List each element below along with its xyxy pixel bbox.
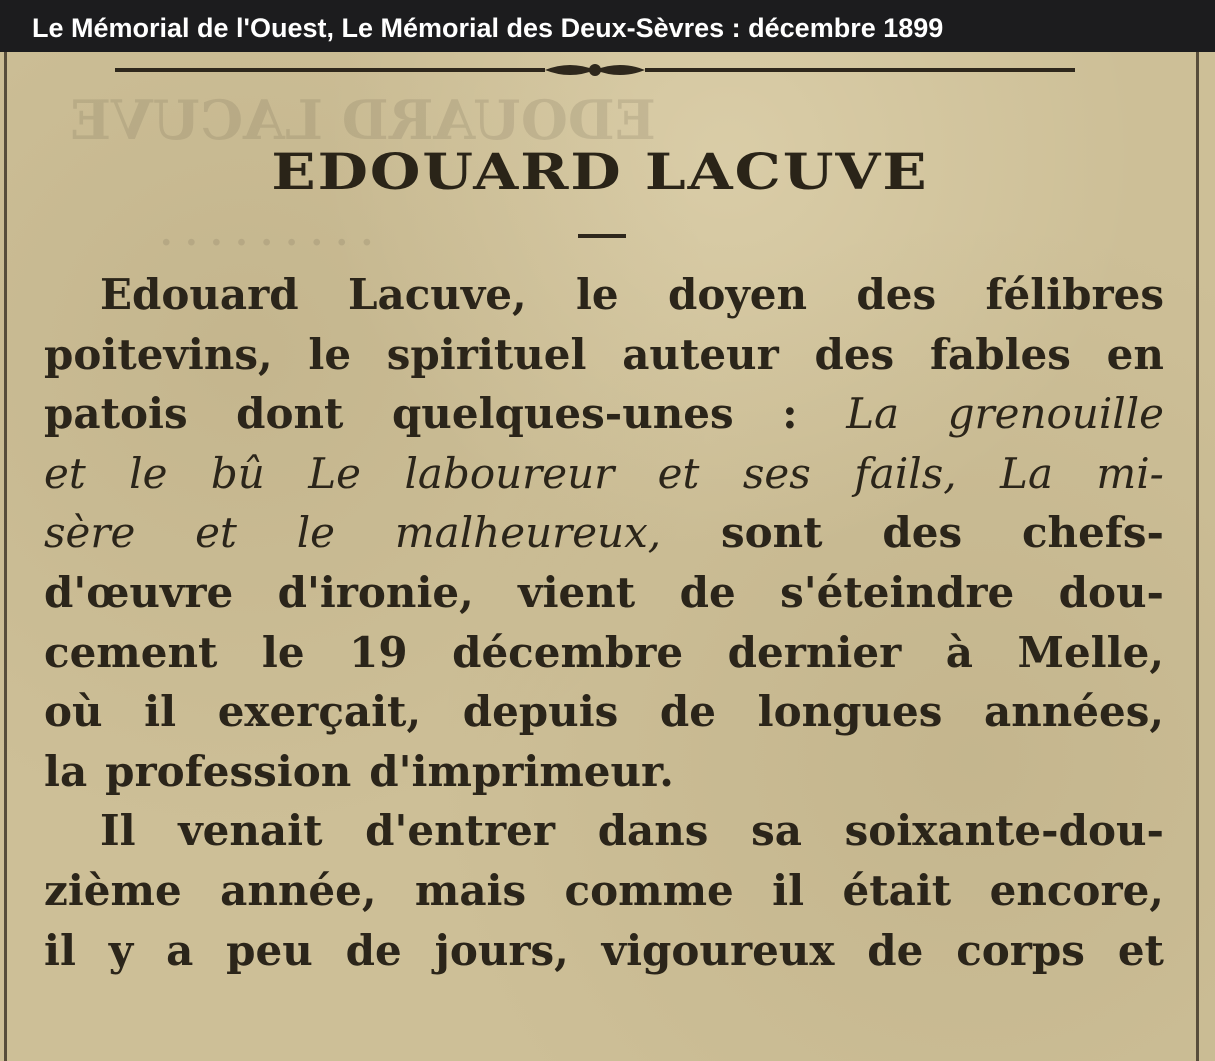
article-word: sont	[720, 508, 823, 558]
article-word: bû	[210, 448, 265, 498]
article-word: fables	[929, 329, 1071, 379]
article-line	[44, 444, 1164, 504]
article-word: vigoureux	[601, 925, 835, 975]
reverse-print-bleed: EDOUARD LACUVE	[70, 88, 656, 152]
window-title: Le Mémorial de l'Ouest, Le Mémorial des Deux-Sèvres : décembre 1899	[0, 0, 1215, 52]
article-word: mais	[414, 866, 527, 915]
article-word: d'ironie,	[277, 568, 474, 617]
article-word: le	[296, 508, 336, 558]
article-word: où	[44, 687, 103, 737]
article-word: décembre	[452, 627, 684, 677]
newspaper-scan	[0, 52, 1215, 1061]
article-word: et	[195, 508, 237, 558]
article-line	[44, 563, 1164, 623]
headline-separator	[578, 234, 626, 238]
article-word: peu	[226, 925, 313, 975]
article-word: sère	[44, 508, 136, 558]
article-word: chefs-	[1021, 508, 1164, 558]
article-word: La	[846, 389, 900, 439]
article-word: Lacuve,	[347, 270, 527, 319]
article-line	[100, 801, 1164, 861]
article-word: corps	[956, 925, 1085, 975]
article-line	[44, 682, 1164, 742]
article-word: de	[867, 925, 924, 975]
article-word: le	[308, 329, 352, 379]
article-word: grenouille	[947, 389, 1164, 439]
article-word: poitevins,	[44, 329, 273, 379]
article-line	[44, 742, 1164, 802]
article-word: zième	[44, 866, 182, 915]
article-word: des	[856, 270, 937, 319]
article-word: Melle,	[1017, 627, 1164, 677]
article-word: dont	[236, 389, 344, 439]
article-word: laboureur	[404, 448, 615, 498]
article-line	[44, 384, 1164, 444]
article-word: à	[945, 627, 973, 677]
article-word: et	[44, 448, 86, 498]
article-word: des	[882, 508, 963, 558]
article-word: d'œuvre	[44, 568, 234, 617]
article-line	[44, 325, 1164, 385]
article-word: comme	[564, 866, 734, 915]
article-word: il	[44, 925, 76, 975]
article-line	[44, 503, 1164, 563]
article-word: la	[44, 746, 88, 796]
article-word: malheureux,	[394, 508, 662, 558]
article-word: dans	[597, 806, 709, 856]
article-word: de	[659, 687, 716, 737]
article-word: années,	[984, 687, 1164, 737]
article-word: ses	[742, 448, 811, 498]
article-word: depuis	[462, 687, 619, 737]
ornamental-rule	[115, 58, 1075, 82]
article-word: s'éteindre	[780, 568, 1015, 617]
article-word: :	[782, 389, 798, 439]
article-word: spirituel	[386, 329, 587, 379]
article-word: patois	[44, 389, 188, 439]
article-word: profession	[105, 746, 352, 796]
article-word: de	[345, 925, 402, 975]
article-word: de	[679, 568, 736, 617]
article-headline: EDOUARD LACUVE	[271, 143, 929, 201]
article-word: y	[108, 925, 134, 975]
article-word: année,	[220, 866, 377, 915]
article-word: sa	[751, 806, 802, 856]
article-word: d'entrer	[365, 806, 556, 856]
article-word: vient	[518, 568, 636, 617]
reverse-print-bleed: · · · · · · · · ·	[160, 222, 374, 264]
article-line	[44, 921, 1164, 981]
article-word: venait	[178, 806, 323, 856]
article-word: dou-	[1058, 568, 1164, 617]
article-word: le	[129, 448, 168, 498]
article-word: Il	[100, 806, 136, 856]
article-word: cement	[44, 627, 218, 677]
article-word: mi-	[1096, 448, 1164, 498]
article-line	[44, 861, 1164, 921]
article-word: longues	[757, 687, 943, 737]
article-word: auteur	[622, 329, 779, 379]
article-word: Le	[308, 448, 362, 498]
article-word: Edouard	[100, 270, 299, 319]
article-word: il	[144, 687, 177, 737]
article-word: jours,	[434, 925, 569, 975]
article-word: quelques-unes	[391, 389, 734, 439]
article-word: encore,	[989, 866, 1164, 915]
column-rule-left	[4, 52, 7, 1061]
article-line	[100, 265, 1164, 325]
article-word: et	[657, 448, 700, 498]
article-word: félibres	[985, 270, 1164, 319]
article-word: des	[814, 329, 895, 379]
article-word: exerçait,	[217, 687, 422, 737]
article-word: en	[1106, 329, 1164, 379]
article-word: soixante-dou-	[844, 806, 1164, 856]
article-word: et	[1117, 925, 1164, 975]
article-word: fails,	[854, 448, 957, 498]
article-word: le	[261, 627, 305, 677]
article-word: d'imprimeur.	[369, 746, 674, 796]
article-word: était	[842, 866, 952, 915]
article-word: a	[166, 925, 194, 975]
article-word: La	[1000, 448, 1053, 498]
article-word: 19	[349, 627, 408, 677]
article-word: il	[772, 866, 805, 915]
column-rule-right	[1196, 52, 1199, 1061]
article-word: le	[575, 270, 619, 319]
article-line	[44, 623, 1164, 683]
article-word: dernier	[727, 627, 902, 677]
article-word: doyen	[667, 270, 808, 319]
